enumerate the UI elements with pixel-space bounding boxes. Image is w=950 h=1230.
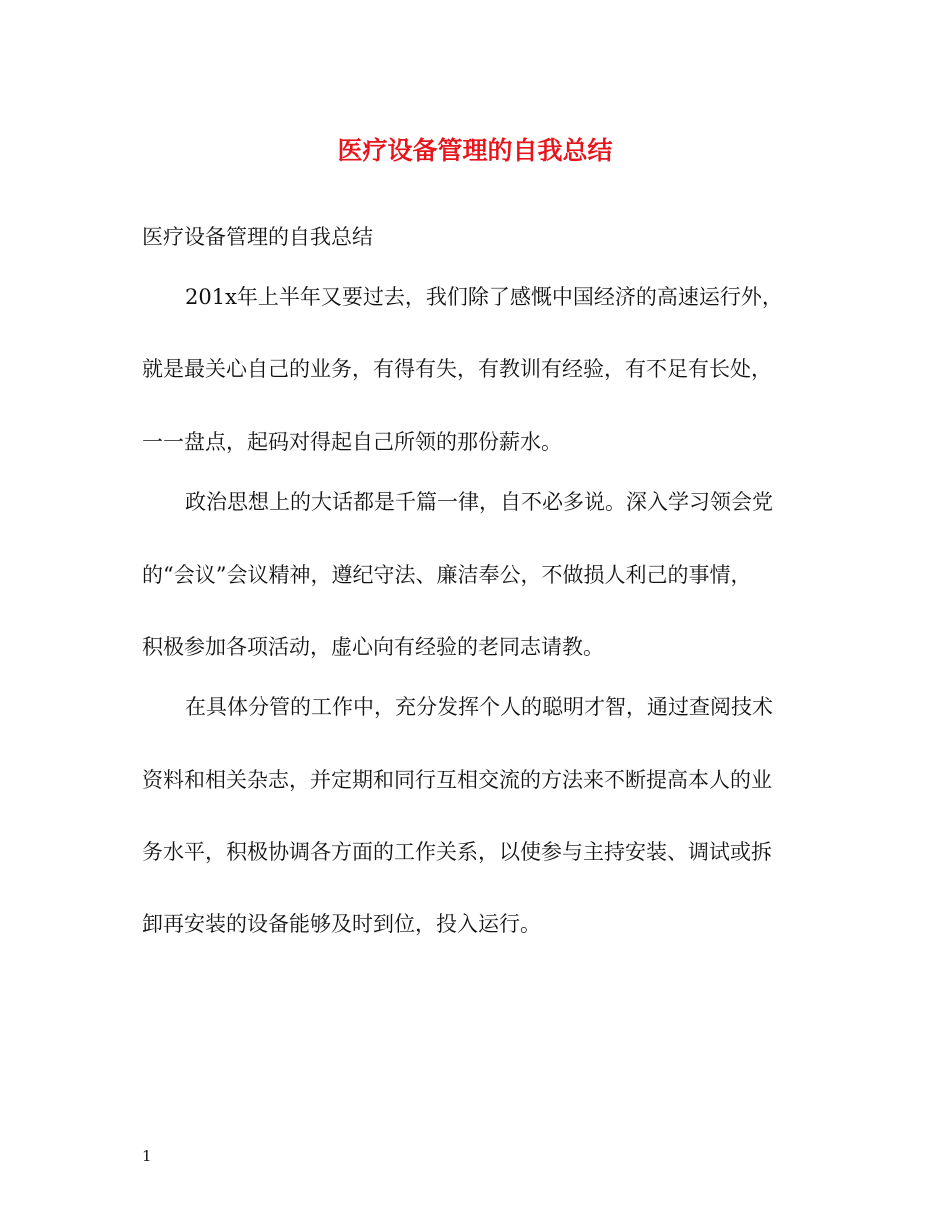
paragraph-2-line-1: 政治思想上的大话都是千篇一律，自不必多说。深入学习领会党 (185, 490, 773, 514)
document-title: 医疗设备管理的自我总结 (337, 136, 613, 165)
paragraph-3-line-3: 务水平，积极协调各方面的工作关系，以使参与主持安装、调试或拆 (142, 840, 772, 864)
paragraph-1-line-3: 一一盘点，起码对得起自己所领的那份薪水。 (142, 430, 562, 454)
paragraph-1-line-1: 201x年上半年又要过去，我们除了感慨中国经济的高速运行外， (185, 285, 783, 309)
paragraph-1-line-2: 就是最关心自己的业务，有得有失，有教训有经验，有不足有长处， (142, 357, 772, 381)
paragraph-3-line-1: 在具体分管的工作中，充分发挥个人的聪明才智，通过查阅技术 (185, 695, 773, 719)
paragraph-3-line-4: 卸再安装的设备能够及时到位，投入运行。 (142, 912, 541, 936)
page-number: 1 (142, 1147, 152, 1165)
paragraph-2-line-3: 积极参加各项活动，虚心向有经验的老同志请教。 (142, 635, 604, 659)
paragraph-2-line-2: 的“会议”会议精神，遵纪守法、廉洁奉公，不做损人利己的事情， (142, 563, 752, 587)
paragraph-3-line-2: 资料和相关杂志，并定期和同行互相交流的方法来不断提高本人的业 (142, 768, 772, 792)
document-heading: 医疗设备管理的自我总结 (142, 225, 373, 249)
